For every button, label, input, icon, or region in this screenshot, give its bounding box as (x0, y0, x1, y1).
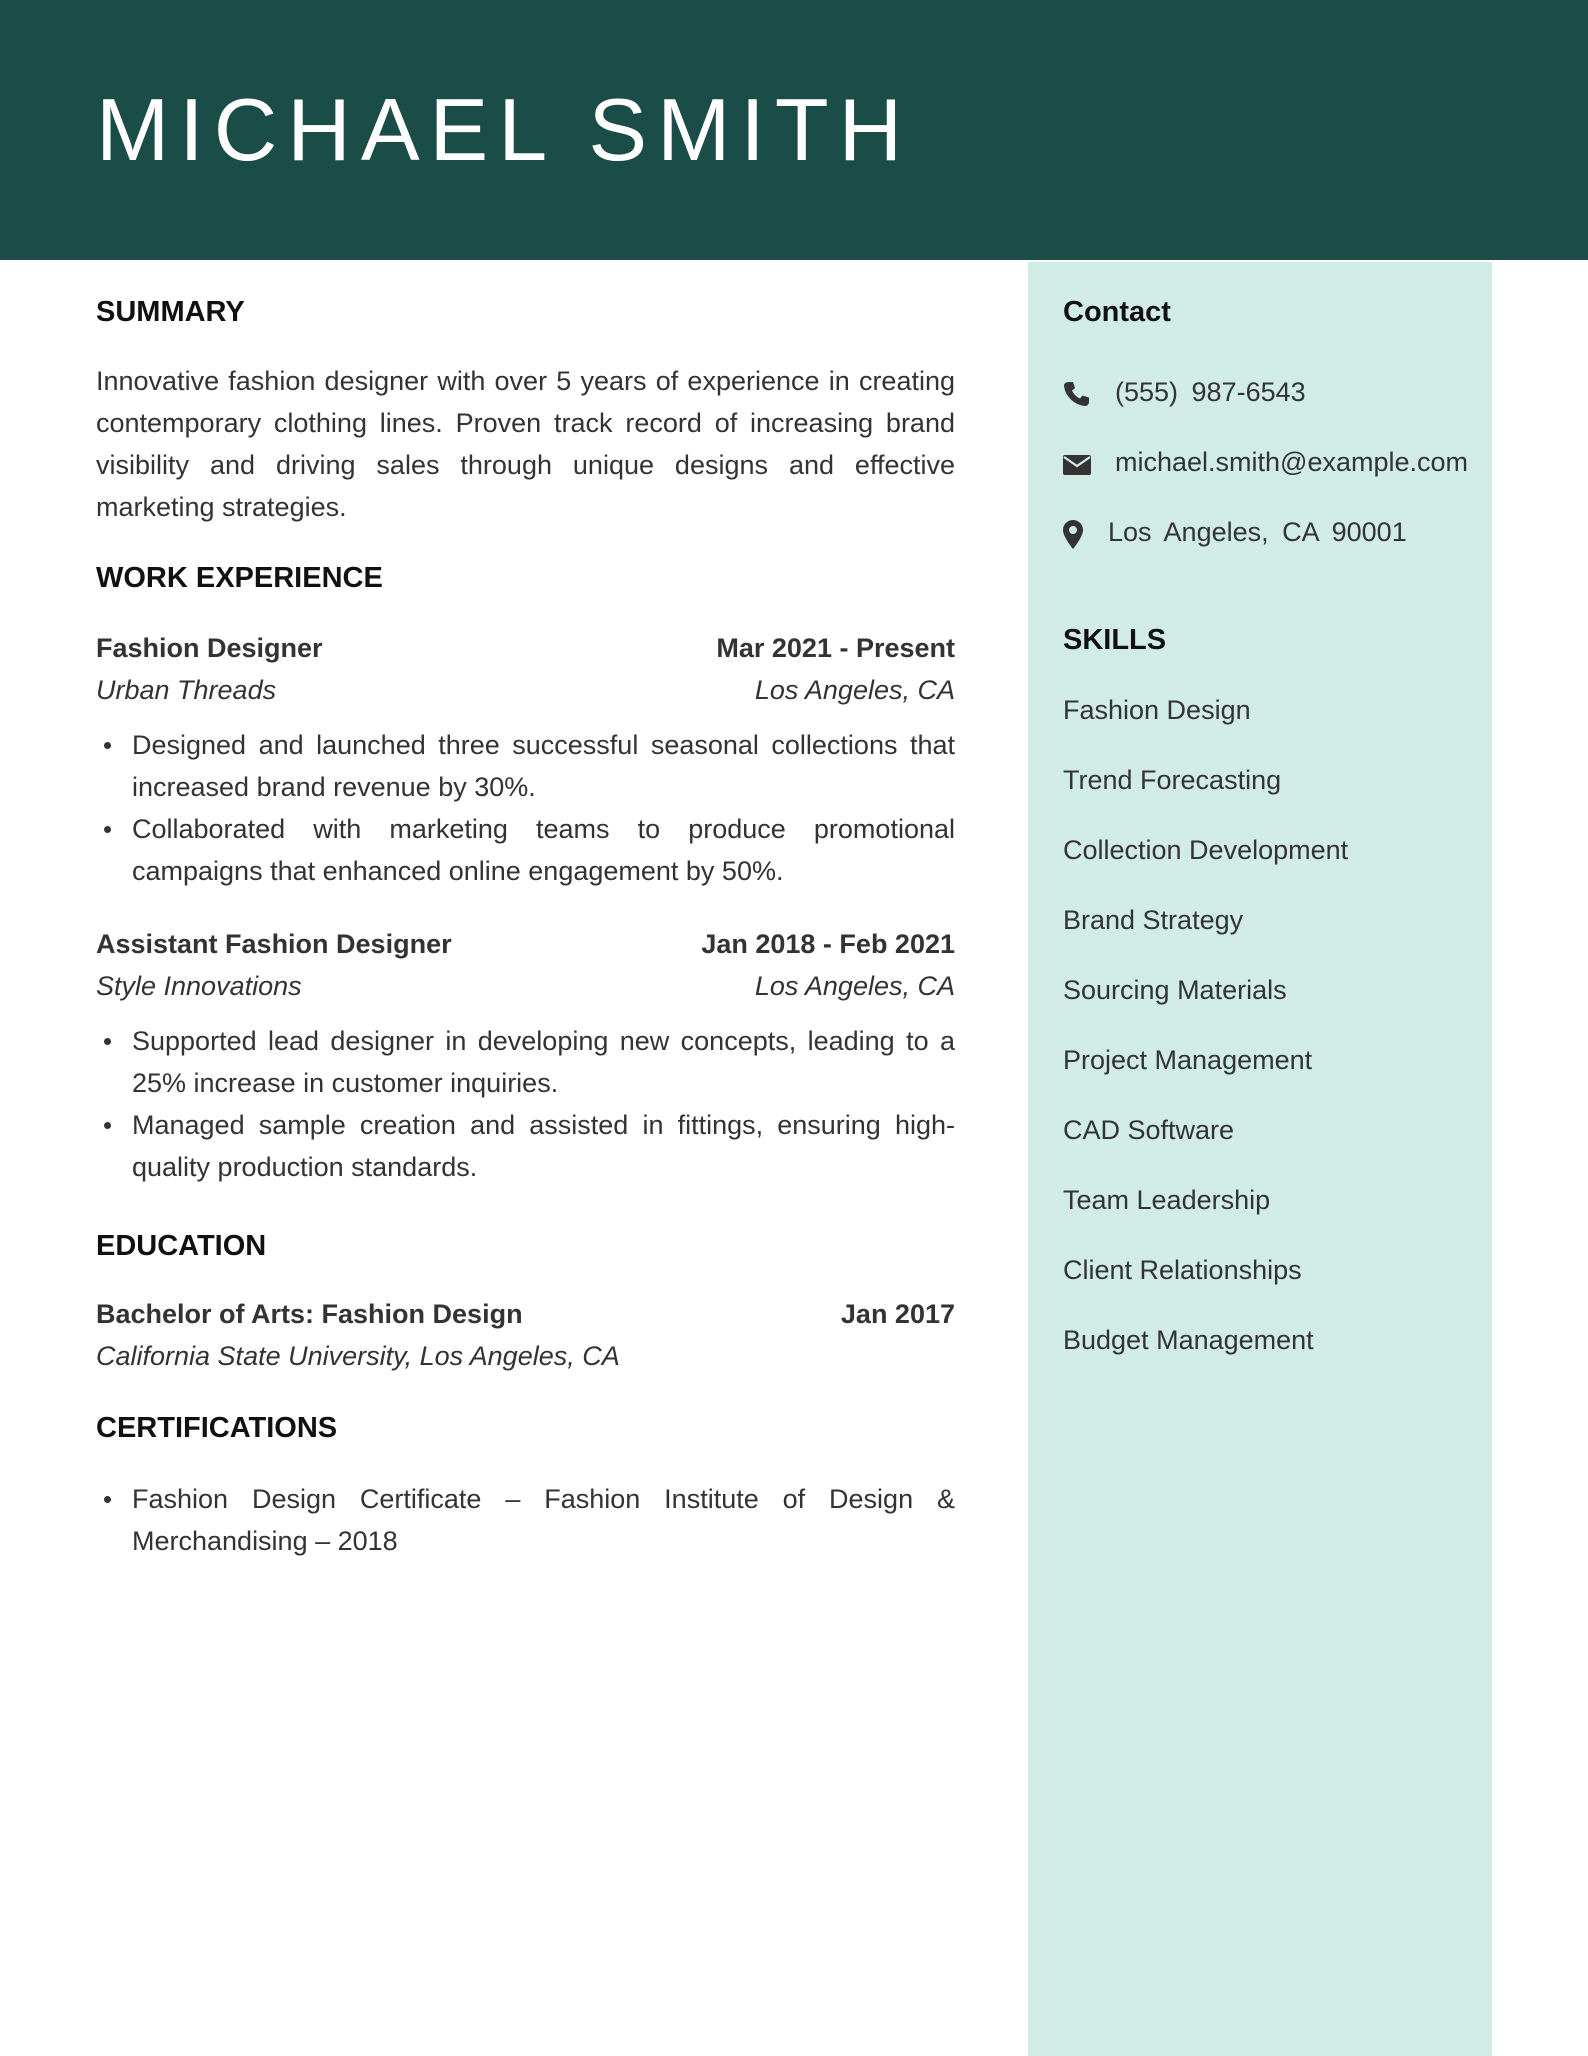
education-subheader (96, 1339, 955, 1373)
phone-icon (1063, 380, 1091, 406)
skill-item: Project Management (1063, 1045, 1313, 1075)
contact-heading: Contact (1063, 296, 1171, 328)
header-band (0, 0, 1588, 260)
skill-item: CAD Software (1063, 1115, 1235, 1145)
job-bullet: Designed and launched three successful seasonal collections that increased brand revenue by 30%. (96, 724, 955, 808)
skill-item: Collection Development (1063, 835, 1349, 865)
education-degree: Bachelor of Arts: Fashion Design (96, 1299, 523, 1329)
skill-item: Trend Forecasting (1063, 765, 1282, 795)
education-heading: EDUCATION (96, 1230, 267, 1262)
skill-item: Budget Management (1063, 1325, 1314, 1355)
job-header (96, 631, 955, 665)
job-header (96, 927, 955, 961)
contact-location-text: Los Angeles, CA 90001 (1108, 517, 1407, 547)
job-subheader (96, 673, 955, 707)
work-experience-heading: WORK EXPERIENCE (96, 562, 383, 594)
job-role: Assistant Fashion Designer (96, 929, 452, 959)
education-date: Jan 2017 (840, 1299, 955, 1329)
summary-text: Innovative fashion designer with over 5 years of experience in creating contemporary clothing lines. Proven track record of increasing brand visibility and driving sales through unique designs and effective marketing strategies. (96, 366, 955, 522)
certifications-heading: CERTIFICATIONS (96, 1412, 338, 1444)
job-bullet: Supported lead designer in developing new concepts, leading to a 25% increase in customer inquiries. (96, 1020, 955, 1104)
job-dates: Mar 2021 - Present (716, 633, 955, 663)
job-dates: Jan 2018 - Feb 2021 (701, 929, 955, 959)
job-bullets (96, 1020, 955, 1188)
skill-item: Brand Strategy (1063, 905, 1244, 935)
skills-heading: SKILLS (1063, 624, 1167, 656)
job-role: Fashion Designer (96, 633, 323, 663)
education-header (96, 1297, 955, 1331)
certification-item: Fashion Design Certificate – Fashion Institute of Design & Merchandising – 2018 (96, 1478, 955, 1562)
job-bullet: Managed sample creation and assisted in fittings, ensuring high-quality production standards. (96, 1104, 955, 1188)
skill-item: Client Relationships (1063, 1255, 1302, 1285)
job-bullets (96, 724, 955, 892)
job-location: Los Angeles, CA (754, 675, 955, 705)
envelope-icon (1063, 450, 1091, 476)
job-company: Style Innovations (96, 971, 302, 1001)
job-subheader (96, 969, 955, 1003)
education-school: California State University, Los Angeles, CA (96, 1341, 620, 1371)
certifications-list (96, 1478, 955, 1562)
job-location: Los Angeles, CA (754, 971, 955, 1001)
skill-item: Sourcing Materials (1063, 975, 1287, 1005)
contact-email-text: michael.smith@example.com (1115, 447, 1469, 477)
job-company: Urban Threads (96, 675, 277, 705)
contact-phone-text: (555) 987-6543 (1115, 377, 1306, 407)
candidate-name: MICHAEL SMITH (96, 80, 913, 179)
skill-item: Fashion Design (1063, 695, 1251, 725)
job-bullet: Collaborated with marketing teams to produce promotional campaigns that enhanced online engagement by 50%. (96, 808, 955, 892)
map-pin-icon (1063, 520, 1091, 546)
skill-item: Team Leadership (1063, 1185, 1271, 1215)
summary-heading: SUMMARY (96, 296, 245, 328)
